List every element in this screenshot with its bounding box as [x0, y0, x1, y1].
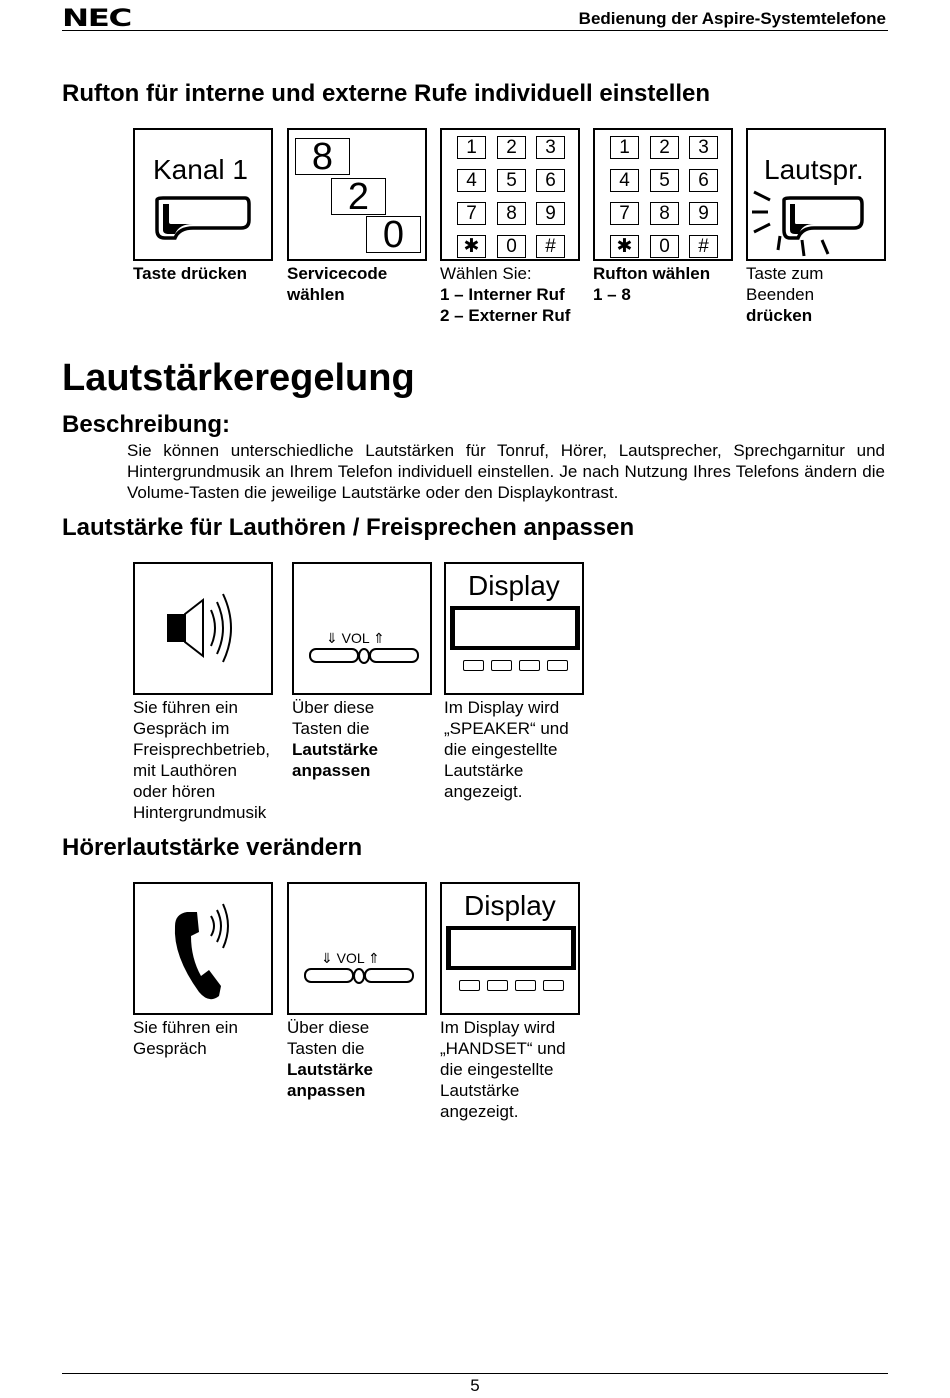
- keypad-key: 4: [610, 169, 639, 192]
- keypad-key: 5: [497, 169, 526, 192]
- handset-icon: [165, 896, 245, 1006]
- display-softkey: [515, 980, 536, 991]
- header-rule: [62, 30, 888, 31]
- display-softkey: [487, 980, 508, 991]
- keypad-key: 9: [689, 202, 718, 225]
- keypad-key: 6: [536, 169, 565, 192]
- keypad-key: 2: [497, 136, 526, 159]
- display-softkey: [543, 980, 564, 991]
- volume-rocker-icon: [303, 966, 415, 986]
- page-number: 5: [470, 1376, 480, 1395]
- handset-volume-keys-box: [287, 882, 427, 1015]
- keypad-key: 4: [457, 169, 486, 192]
- keypad-key: 2: [650, 136, 679, 159]
- display-softkey: [519, 660, 540, 671]
- section-title-ringtone: Rufton für interne und externe Rufe individuell einstellen: [62, 80, 711, 107]
- handset-display-box: [440, 882, 580, 1015]
- line-key-icon: [153, 194, 253, 242]
- keypad-key: 0: [497, 235, 526, 258]
- speaker-key-label: Lautspr.: [764, 154, 864, 185]
- step1-caption: Taste drücken: [133, 264, 248, 283]
- keypad-key: 8: [650, 202, 679, 225]
- keypad-key-star: ✱: [610, 235, 639, 258]
- channel-key-label: Kanal 1: [153, 154, 248, 185]
- speaker-icon: [163, 588, 243, 668]
- keypad-key: 3: [689, 136, 718, 159]
- keypad-key: 7: [457, 202, 486, 225]
- volume-rocker-icon: [308, 646, 420, 666]
- handset-volume-keys-caption: Über diese Tasten die Lautstärke anpassen: [287, 1018, 373, 1100]
- display-caption: Im Display wird „SPEAKER“ und die eingestellte Lautstärke angezeigt.: [444, 698, 569, 801]
- keypad-key: 3: [536, 136, 565, 159]
- display-box: [444, 562, 584, 695]
- keypad-key-hash: #: [689, 235, 718, 258]
- volume-keys-box: [292, 562, 432, 695]
- speaker-box: [133, 562, 273, 695]
- keypad-key-star: ✱: [457, 235, 486, 258]
- keypad-key: 1: [610, 136, 639, 159]
- section-title-speaker-volume: Lautstärke für Lauthören / Freisprechen anpassen: [62, 514, 635, 541]
- keypad-key: 9: [536, 202, 565, 225]
- step4-caption: Rufton wählen 1 – 8: [593, 264, 711, 304]
- keypad-key-hash: #: [536, 235, 565, 258]
- step-service-code: [287, 128, 427, 261]
- vol-label: ⇓ VOL ⇑: [321, 950, 380, 966]
- header-title: Bedienung der Aspire-Systemtelefone: [578, 9, 886, 28]
- display-screen: [446, 926, 576, 970]
- section-title-handset-volume: Hörerlautstärke verändern: [62, 834, 363, 861]
- keypad-key: 8: [497, 202, 526, 225]
- keypad-key: 0: [650, 235, 679, 258]
- step5-caption: Taste zum Beenden drücken: [746, 264, 824, 325]
- keypad-key: 7: [610, 202, 639, 225]
- display-screen: [450, 606, 580, 650]
- digit-2: 2: [331, 178, 386, 215]
- handset-display-caption: Im Display wird „HANDSET“ und die eingestellte Lautstärke angezeigt.: [440, 1018, 566, 1121]
- step3-caption: Wählen Sie: 1 – Interner Ruf 2 – Externer Ruf: [440, 264, 571, 325]
- handset-box: [133, 882, 273, 1015]
- step-select-call-type-keypad: [440, 128, 580, 261]
- keypad-key: 1: [457, 136, 486, 159]
- display-softkey: [459, 980, 480, 991]
- keypad-key: 5: [650, 169, 679, 192]
- step2-caption: Servicecode wählen: [287, 264, 388, 304]
- display-softkey: [463, 660, 484, 671]
- nec-logo: NEC: [62, 4, 131, 32]
- step-speaker-key: [746, 128, 886, 261]
- speaker-caption: Sie führen ein Gespräch im Freisprechbetrieb, mit Lauthören oder hören Hintergrundmusik: [133, 698, 271, 822]
- flashing-speaker-key-icon: [750, 188, 884, 260]
- vol-label: ⇓ VOL ⇑: [326, 630, 385, 646]
- digit-0: 0: [366, 216, 421, 253]
- display-softkey: [491, 660, 512, 671]
- display-label: Display: [464, 890, 556, 921]
- keypad-key: 6: [689, 169, 718, 192]
- display-label: Display: [468, 570, 560, 601]
- step-channel-key: [133, 128, 273, 261]
- display-softkey: [547, 660, 568, 671]
- footer-rule: [62, 1373, 888, 1374]
- volume-keys-caption: Über diese Tasten die Lautstärke anpassen: [292, 698, 378, 780]
- description-heading: Beschreibung:: [62, 411, 231, 438]
- step-select-ringtone-keypad: [593, 128, 733, 261]
- description-text: Sie können unterschiedliche Lautstärken für Tonruf, Hörer, Lautsprecher, Sprechgarnitur und Hintergrundmusik an Ihrem Telefon individuell einstellen. Je nach Nutzung Ihres Telefons ändern die Volume-Tasten die jeweilige Lautstärke oder den Displaykontrast.: [127, 441, 885, 502]
- section-title-volume-control: Lautstärkeregelung: [62, 357, 415, 399]
- digit-8: 8: [295, 138, 350, 175]
- handset-caption: Sie führen ein Gespräch: [133, 1018, 238, 1058]
